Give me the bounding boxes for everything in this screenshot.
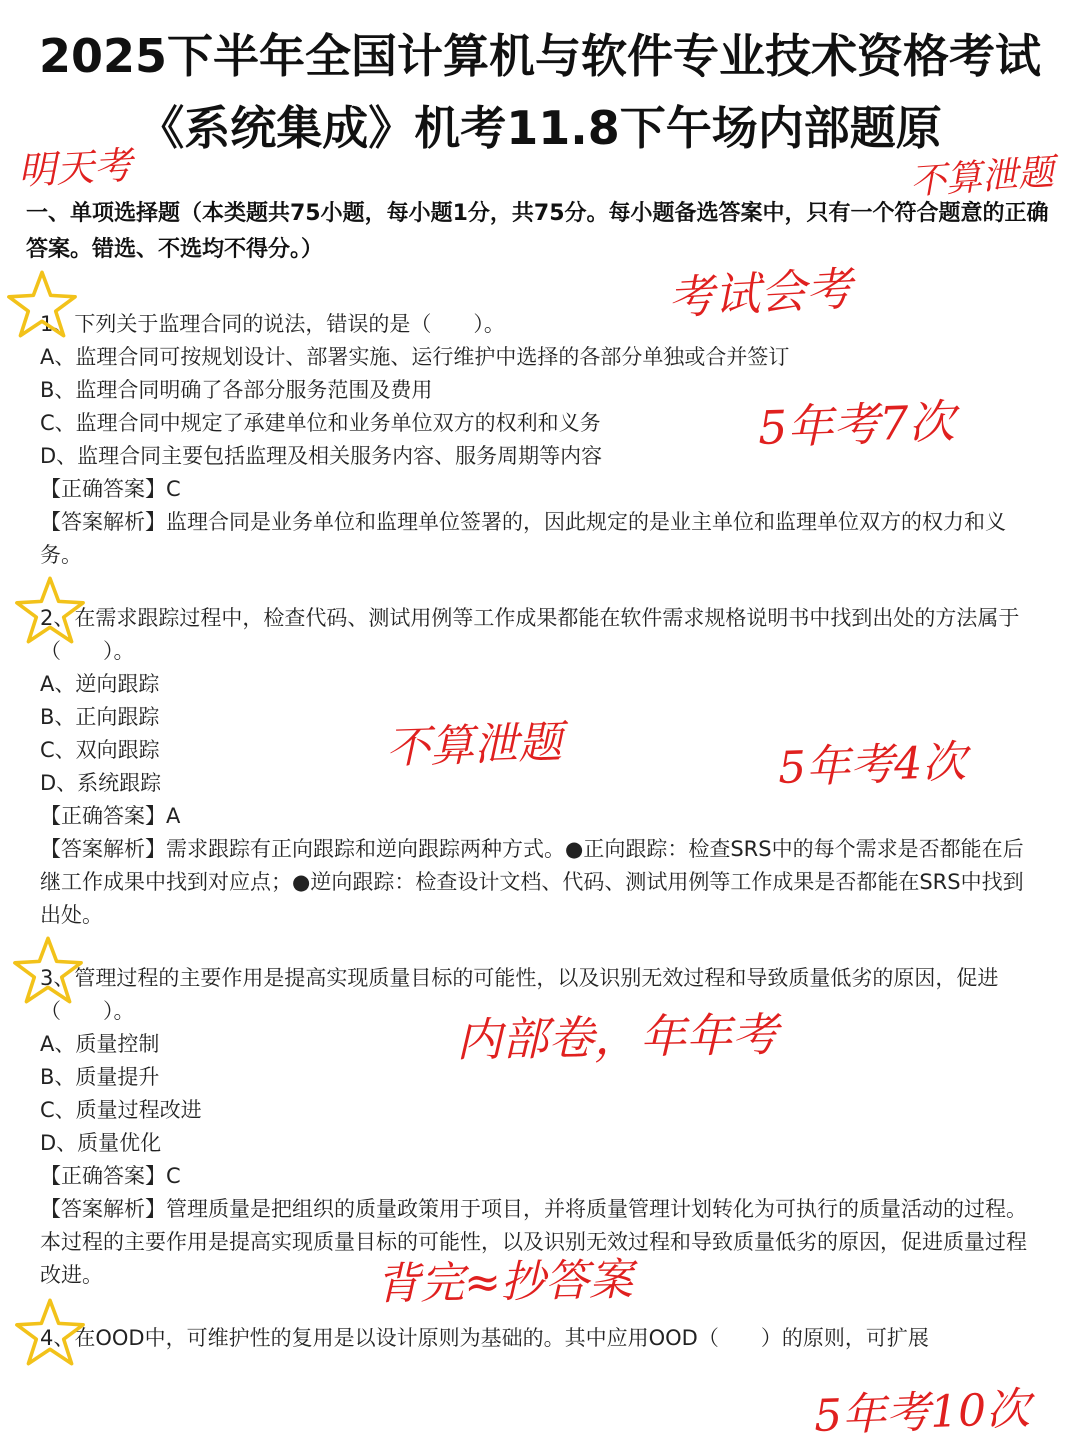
correct-answer: 【正确答案】C	[40, 1164, 181, 1188]
option-c: C、质量过程改进	[40, 1098, 202, 1122]
option-d: D、监理合同主要包括监理及相关服务内容、服务周期等内容	[40, 444, 603, 468]
star-icon	[14, 1296, 86, 1368]
option-b: B、正向跟踪	[40, 705, 160, 729]
question-stem: 4、在OOD中，可维护性的复用是以设计原则为基础的。其中应用OOD（ ）的原则，可扩展	[40, 1326, 929, 1350]
question-stem: 2、在需求跟踪过程中，检查代码、测试用例等工作成果都能在软件需求规格说明书中找到出处的方法属于（ ）。	[40, 606, 1020, 663]
option-c: C、双向跟踪	[40, 738, 160, 762]
section-header: 一、单项选择题（本类题共75小题，每小题1分，共75分。每小题备选答案中，只有一个符合题意的正确答案。错选、不选均不得分。）	[26, 201, 1049, 262]
option-a: A、质量控制	[40, 1032, 160, 1056]
document-title-line1: 2025下半年全国计算机与软件专业技术资格考试	[38, 29, 1042, 83]
option-d: D、系统跟踪	[40, 771, 162, 795]
option-a: A、逆向跟踪	[40, 672, 160, 696]
option-a: A、监理合同可按规划设计、部署实施、运行维护中选择的各部分单独或合并签订	[40, 345, 790, 369]
star-icon	[6, 268, 78, 340]
answer-analysis: 【答案解析】需求跟踪有正向跟踪和逆向跟踪两种方式。●正向跟踪：检查SRS中的每个需求是否都能在后继工作成果中找到对应点；●逆向跟踪：检查设计文档、代码、测试用例等工作成果是否都能在SRS中找到出处。	[40, 837, 1024, 927]
answer-analysis: 【答案解析】管理质量是把组织的质量政策用于项目，并将质量管理计划转化为可执行的质量活动的过程。本过程的主要作用是提高实现质量目标的可能性，以及识别无效过程和导致质量低劣的原因，促进质量过程改进。	[40, 1197, 1027, 1287]
handwritten-note: 5年考4次	[777, 736, 967, 794]
option-b: B、监理合同明确了各部分服务范围及费用	[40, 378, 433, 402]
option-c: C、监理合同中规定了承建单位和业务单位双方的权利和义务	[40, 411, 601, 435]
handwritten-note: 考试会考	[666, 261, 854, 325]
star-icon	[14, 574, 86, 646]
correct-answer: 【正确答案】C	[40, 477, 181, 501]
answer-analysis: 【答案解析】监理合同是业务单位和监理单位签署的，因此规定的是业主单位和监理单位双方的权力和义务。	[40, 510, 1006, 567]
correct-answer: 【正确答案】A	[40, 804, 181, 828]
handwritten-note: 5年考10次	[813, 1383, 1031, 1442]
handwritten-note: 不算泄题	[385, 716, 563, 774]
handwritten-note: 5年考7次	[757, 394, 956, 455]
question-stem: 1、下列关于监理合同的说法，错误的是（ ）。	[40, 312, 505, 336]
handwritten-note: 内部卷，年年考	[455, 1007, 779, 1067]
handwritten-note: 不算泄题	[908, 151, 1056, 203]
question-4	[40, 1322, 1040, 1355]
question-stem: 3、管理过程的主要作用是提高实现质量目标的可能性，以及识别无效过程和导致质量低劣的原因，促进（ ）。	[40, 966, 999, 1023]
handwritten-note: 背完≈抄答案	[375, 1254, 634, 1310]
handwritten-note: 明天考	[17, 143, 134, 193]
option-b: B、质量提升	[40, 1065, 160, 1089]
star-icon	[12, 934, 84, 1006]
document-title-line2: 《系统集成》机考11.8下午场内部题原	[138, 101, 942, 155]
option-d: D、质量优化	[40, 1131, 162, 1155]
